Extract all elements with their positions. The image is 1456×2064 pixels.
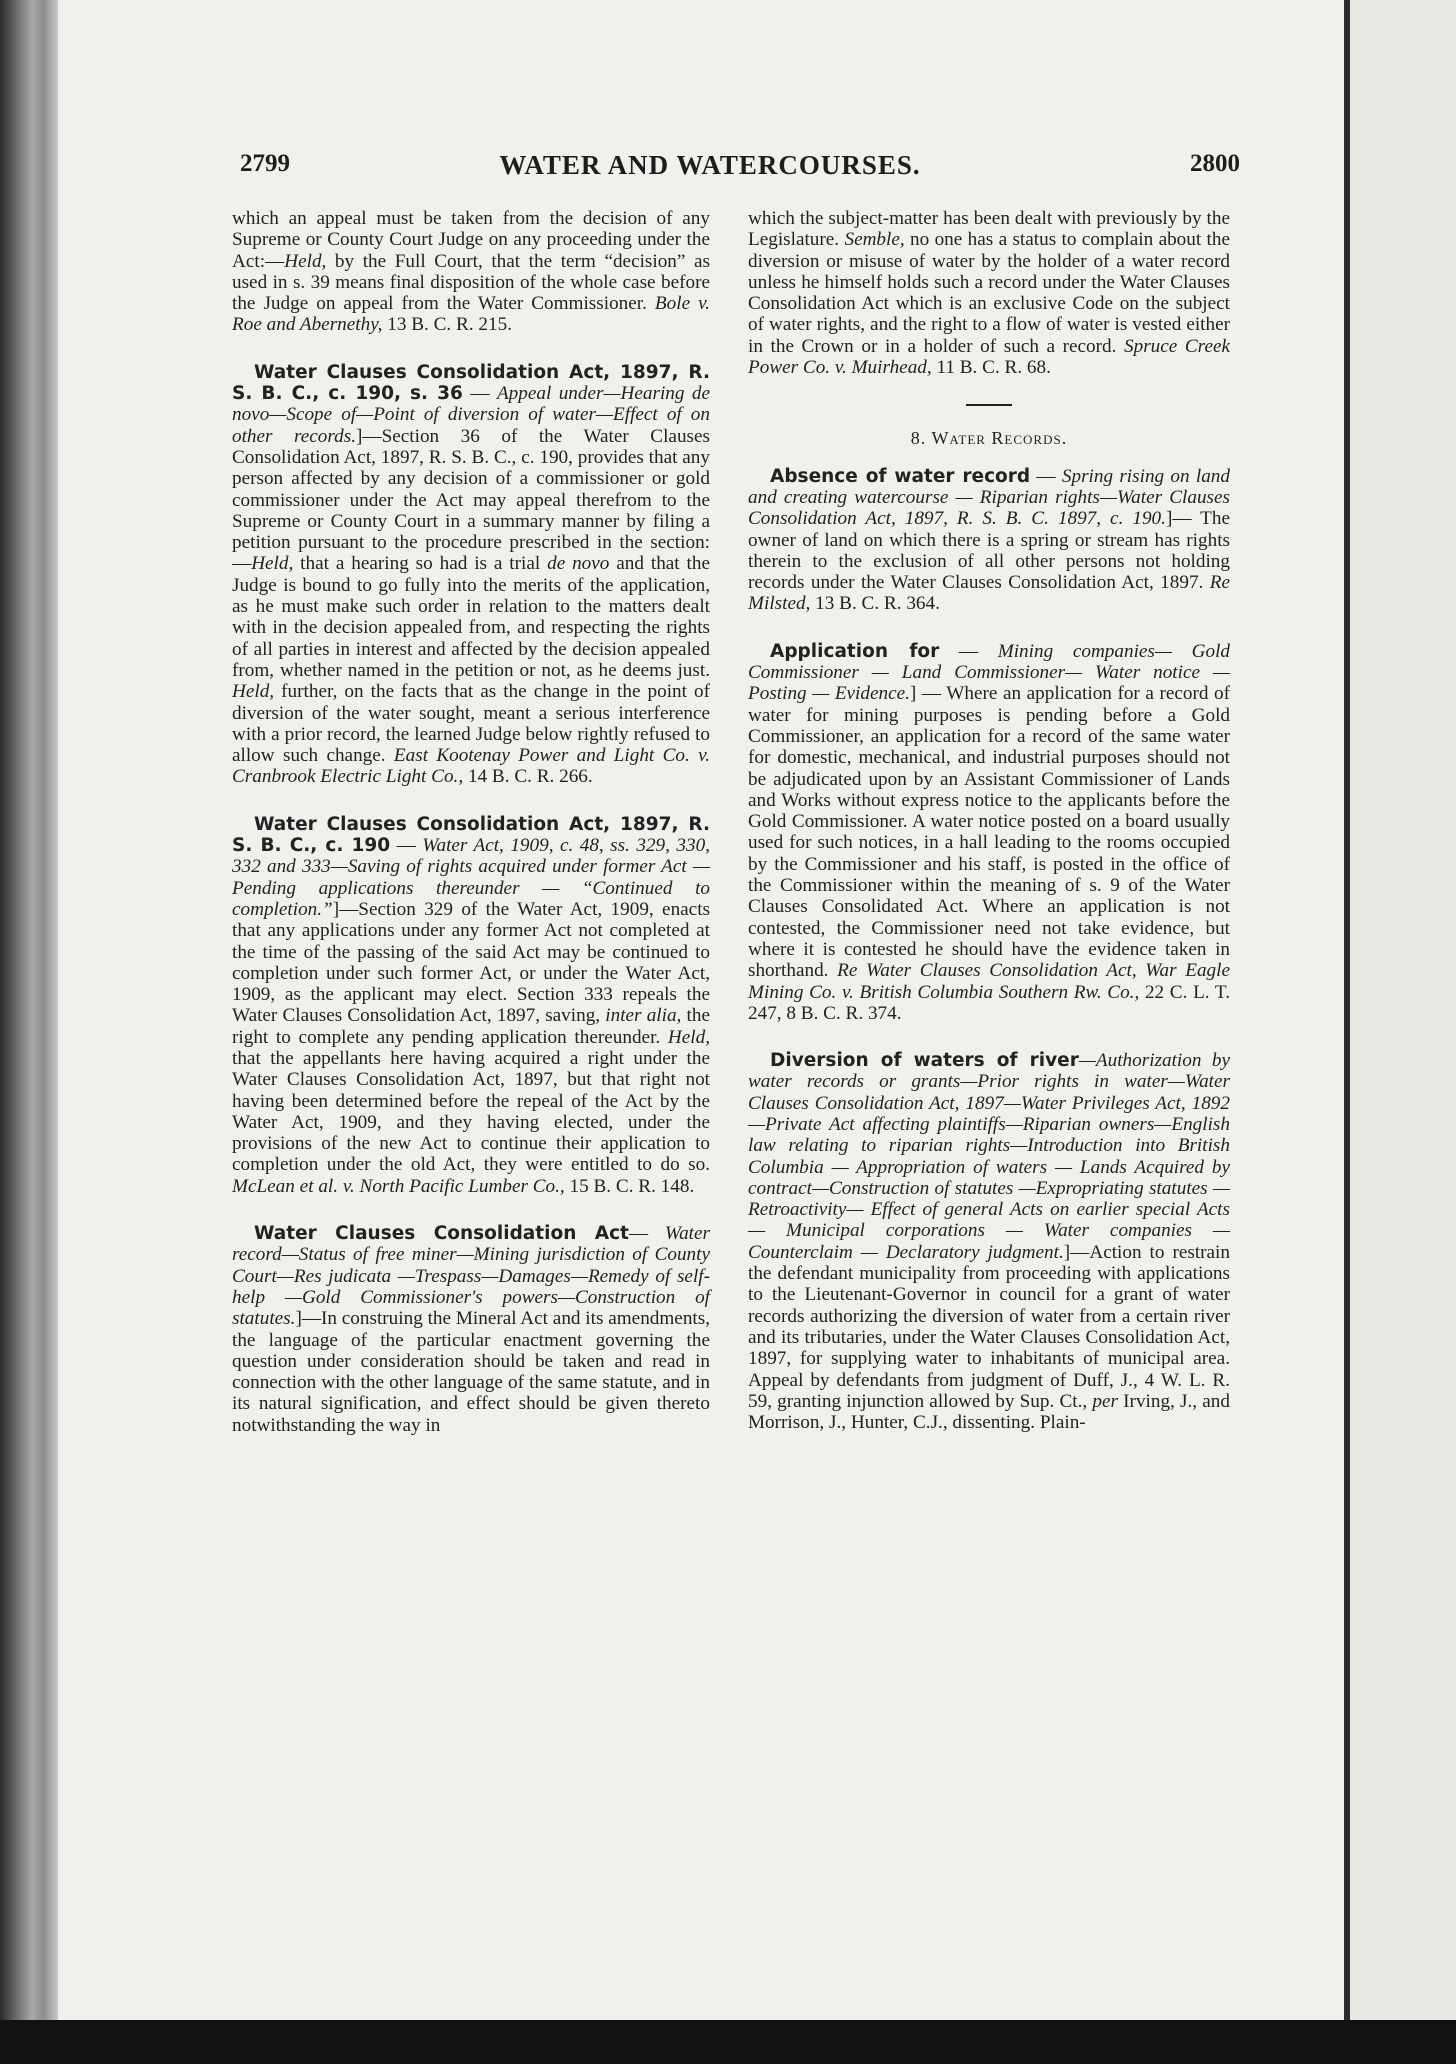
case-citation: Bole v. Roe and Abernethy, bbox=[232, 293, 710, 336]
case-citation: East Kootenay Power and Light Co. v. Cranbrook Electric Light Co., bbox=[232, 745, 710, 788]
right-column bbox=[748, 208, 1230, 1459]
case-citation: Re Water Clauses Consolidation Act, War Eagle Mining Co. v. British Columbia Southern Rw. Co., bbox=[748, 960, 1230, 1003]
running-title: WATER AND WATERCOURSES. bbox=[499, 150, 921, 180]
digest-entry: Water Clauses Consolidation Act, 1897, R. S. B. C., c. 190 — Water Act, 1909, c. 48, ss. 329, 330, 332 and 333—Saving of rights acquired under former Act — Pending applications thereunder — “Continued to completion.”]—Section 329 of the Water Act, 1909, enacts that any applications under any former Act not completed at the time of the passing of the said Act may be continued to completion under such former Act, or under the Water Act, 1909, as the applicant may elect. Section 333 repeals the Water Clauses Consolidation Act, 1897, saving, inter alia, the right to complete any pending application thereunder. Held, that the appellants here having acquired a right under the Water Clauses Consolidation Act, 1897, but that right not having been determined before the repeal of the Act by the Water Act, 1909, and they having elected, under the provisions of the new Act to continue their application to completion under the old Act, they were entitled to do so. McLean et al. v. North Pacific Lumber Co., 15 B. C. R. 148. bbox=[232, 813, 710, 1197]
section-heading: 8. Water Records. bbox=[910, 428, 1068, 449]
entry-heading: Water Clauses Consolidation Act bbox=[254, 1223, 629, 1245]
digest-entry: Water Clauses Consolidation Act, 1897, R. S. B. C., c. 190, s. 36 — Appeal under—Hearing de novo—Scope of—Point of diversion of water—Effect of on other records.]—Section 36 of the Water Clauses Consolidation Act, 1897, R. S. B. C., c. 190, provides that any person affected by any decision of a commissioner or gold commissioner under the Act may appeal therefrom to the Supreme or County Court in a summary manner by filing a petition pursuant to the procedure prescribed in the section: —Held, that a hearing so had is a trial de novo and that the Judge is bound to go fully into the merits of the application, as he must make such order in relation to the matters dealt with in the decision appealed from, and respecting the rights of all parties in interest and affected by the decision appealed from, whether named in the petition or not, as he deems just. Held, further, on the facts that as the change in the point of diversion of the water sought, meant a serious interference with a prior record, the learned Judge below rightly refused to allow such change. East Kootenay Power and Light Co. v. Cranbrook Electric Light Co., 14 B. C. R. 266. bbox=[232, 361, 711, 788]
entry-heading: Water Clauses Consolidation Act, 1897, R. S. B. C., c. 190, s. 36 bbox=[232, 361, 710, 405]
facing-page-edge bbox=[1344, 0, 1456, 2030]
entry-heading: Water Clauses Consolidation Act, 1897, R. S. B. C., c. 190 bbox=[232, 813, 710, 857]
book-binding-edge bbox=[0, 0, 58, 2064]
continuation-paragraph: which an appeal must be taken from the decision of any Supreme or County Court Judge on any proceeding under the Act:—Held, by the Full Court, that the term “decision” as used in s. 39 means final disposition of the whole case before the Judge on appeal from the Water Commissioner. Bole v. Roe and Abernethy, 13 B. C. R. 215. bbox=[232, 208, 710, 336]
page-number-right: 2800 bbox=[1190, 150, 1240, 177]
digest-entry: Water Clauses Consolidation Act— Water record—Status of free miner—Mining jurisdiction of County Court—Res judicata —Trespass—Damages—Remedy of self-help —Gold Commissioner's powers—Construction of statutes.]—In construing the Mineral Act and its amendments, the language of the particular enactment governing the question under consideration should be taken and read in connection with the other language of the same statute, and in its natural signification, and effect should be given thereto notwithstanding the way in bbox=[232, 1223, 711, 1436]
case-citation: Re Milsted, bbox=[748, 572, 1230, 615]
section-divider bbox=[966, 404, 1012, 406]
entry-heading: Application for bbox=[770, 640, 940, 662]
digest-entry: Application for — Mining companies— Gold Commissioner — Land Commissioner— Water notice — Posting — Evidence.] — Where an application for a record of water for mining purposes is pending before a Gold Commissioner, an application for a record of the same water for domestic, mechanical, and industrial purposes should not be adjudicated upon by an Assistant Commissioner of Lands and Works without express notice to the applicants before the Gold Commissioner. A water notice posted on a board usually used for such notices, in a hall leading to the rooms occupied by the Commissioner and his staff, is posted in the office of the Commissioner within the meaning of s. 9 of the Water Clauses Consolidated Act. Where an application is not contested, the Commissioner need not take evidence, but where it is contested he should have the evidence taken in shorthand. Re Water Clauses Consolidation Act, War Eagle Mining Co. v. British Columbia Southern Rw. Co., 22 C. L. T. 247, 8 B. C. R. 374. bbox=[748, 640, 1230, 1024]
page-number-left: 2799 bbox=[240, 150, 290, 177]
entry-heading: Diversion of waters of river bbox=[770, 1050, 1079, 1072]
case-citation: Spruce Creek Power Co. v. Muirhead, bbox=[748, 335, 1230, 379]
scan-bottom-border bbox=[0, 2020, 1456, 2064]
entry-heading: Absence of water record bbox=[770, 465, 1031, 487]
running-header bbox=[180, 150, 1240, 190]
digest-entry: Absence of water record — Spring rising on land and creating watercourse — Riparian rights—Water Clauses Consolidation Act, 1897, R. S. B. C. 1897, c. 190.]— The owner of land on which there is a spring or stream has rights therein to the exclusion of all other persons not holding records under the Water Clauses Consolidation Act, 1897. Re Milsted, 13 B. C. R. 364. bbox=[748, 465, 1230, 615]
case-citation: McLean et al. v. North Pacific Lumber Co., bbox=[232, 1175, 565, 1197]
left-column bbox=[232, 208, 710, 1462]
digest-entry: Diversion of waters of river—Authorization by water records or grants—Prior rights in water—Water Clauses Consolidation Act, 1897—Water Privileges Act, 1892 —Private Act affecting plaintiffs—Riparian owners—English law relating to riparian rights—Introduction into British Columbia — Appropriation of waters — Lands Acquired by contract—Construction of statutes —Expropriating statutes — Retroactivity— Effect of general Acts on earlier special Acts — Municipal corporations — Water companies — Counterclaim — Declaratory judgment.]—Action to restrain the defendant municipality from proceeding with applications to the Lieutenant-Governor in council for a grant of water records authorizing the diversion of water from a certain river and its tributaries, under the Water Clauses Consolidation Act, 1897, for supplying water to inhabitants of municipal area. Appeal by defendants from judgment of Duff, J., 4 W. L. R. 59, granting injunction allowed by Sup. Ct., per Irving, J., and Morrison, J., Hunter, C.J., dissenting. Plain- bbox=[748, 1050, 1230, 1434]
continuation-paragraph: which the subject-matter has been dealt with previously by the Legislature. Semble, no one has a status to complain about the diversion or misuse of water by the holder of a water record unless he himself holds such a record under the Water Clauses Consolidation Act which is an exclusive Code on the subject of water rights, and the right to a flow of water is vested either in the Crown or in a holder of such a record. Spruce Creek Power Co. v. Muirhead, 11 B. C. R. 68. bbox=[748, 208, 1230, 379]
